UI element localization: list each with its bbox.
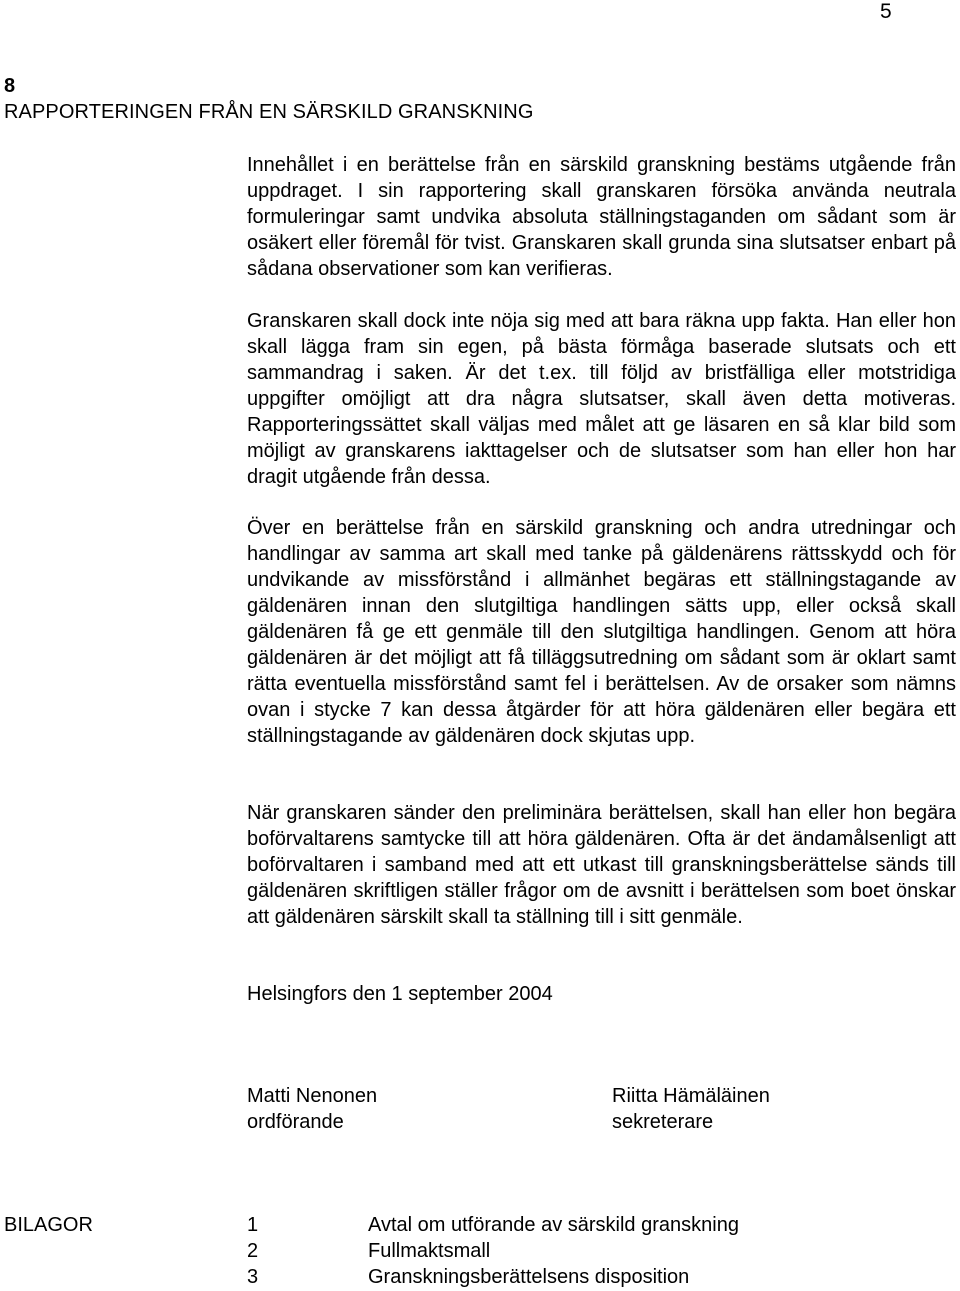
paragraph-4: När granskaren sänder den preliminära berättelsen, skall han eller hon begära boförvaltarens samtycke till att höra gäldenären. Ofta är det ändamålsenligt att boförvaltaren i samband med att ett utkast till granskningsberättelse sänds till gäldenären skriftligen ställer frågor om de avsnitt i berättelsen som boet önskar att gäldenären särskilt skall ta ställning till i sitt genmäle. [247,802,956,928]
signatory-1-name: Matti Nenonen [247,1085,378,1107]
paragraph-1: Innehållet i en berättelse från en särskild granskning bestäms utgående från uppdraget. I sin rapportering skall granskaren försöka använda neutrala formuleringar samt undvika absoluta ställningstaganden om sådant som är osäkert eller föremål för tvist. Granskaren skall grunda sina slutsatser enbart på sådana observationer som kan verifieras. [247,154,956,280]
attachment-text: Granskningsberättelsens disposition [368,1266,690,1288]
paragraph-3: Över en berättelse från en särskild granskning och andra utredningar och handlingar av samma art skall med tanke på gäldenärens rättsskydd och för undvikande av missförstånd i allmänhet begäras ett ställningstagande av gäldenären innan den slutgiltiga handlingen sätts upp, eller också skall gäldenären få ge ett genmäle till den slutgiltiga handlingen. Genom att höra gäldenären är det möjligt att få tilläggsutredning om sådant som är oklart samt rätta eventuella missförstånd samt fel i berättelsen. Av de orsaker som nämns ovan i stycke 7 kan dessa åtgärder för att höra gäldenären eller begära ett ställningstagande av gäldenären dock skjutas upp. [247,517,956,747]
attachment-item [247,1264,689,1290]
place-date: Helsingfors den 1 september 2004 [247,983,553,1005]
signatory-2-name: Riitta Hämäläinen [612,1085,770,1107]
attachment-text: Avtal om utförande av särskild granskning [368,1214,739,1236]
attachment-item [247,1238,490,1264]
paragraph-2: Granskaren skall dock inte nöja sig med att bara räkna upp fakta. Han eller hon skall lägga fram sin egen, på bästa förmåga baserade slutsats och ett sammandrag i saken. Är det t.ex. till följd av bristfälliga eller motstridiga uppgifter omöjligt att dra några slutsatser, skall även detta motiveras. Rapporteringssättet skall väljas med målet att ge läsaren en så klar bild som möjligt av granskarens iakttagelser och de slutsatser som han eller hon har dragit utgående från dessa. [247,310,956,488]
attachments-label: BILAGOR [4,1214,93,1236]
attachment-number: 2 [247,1240,259,1262]
section-title: RAPPORTERINGEN FRÅN EN SÄRSKILD GRANSKNING [4,101,534,123]
page-number: 5 [880,0,892,23]
attachment-number: 1 [247,1214,259,1236]
attachment-item [247,1212,739,1238]
attachment-text: Fullmaktsmall [368,1240,491,1262]
section-number: 8 [4,75,16,97]
attachment-number: 3 [247,1266,259,1288]
signatory-2-title: sekreterare [612,1111,714,1133]
signatory-1-title: ordförande [247,1111,344,1133]
